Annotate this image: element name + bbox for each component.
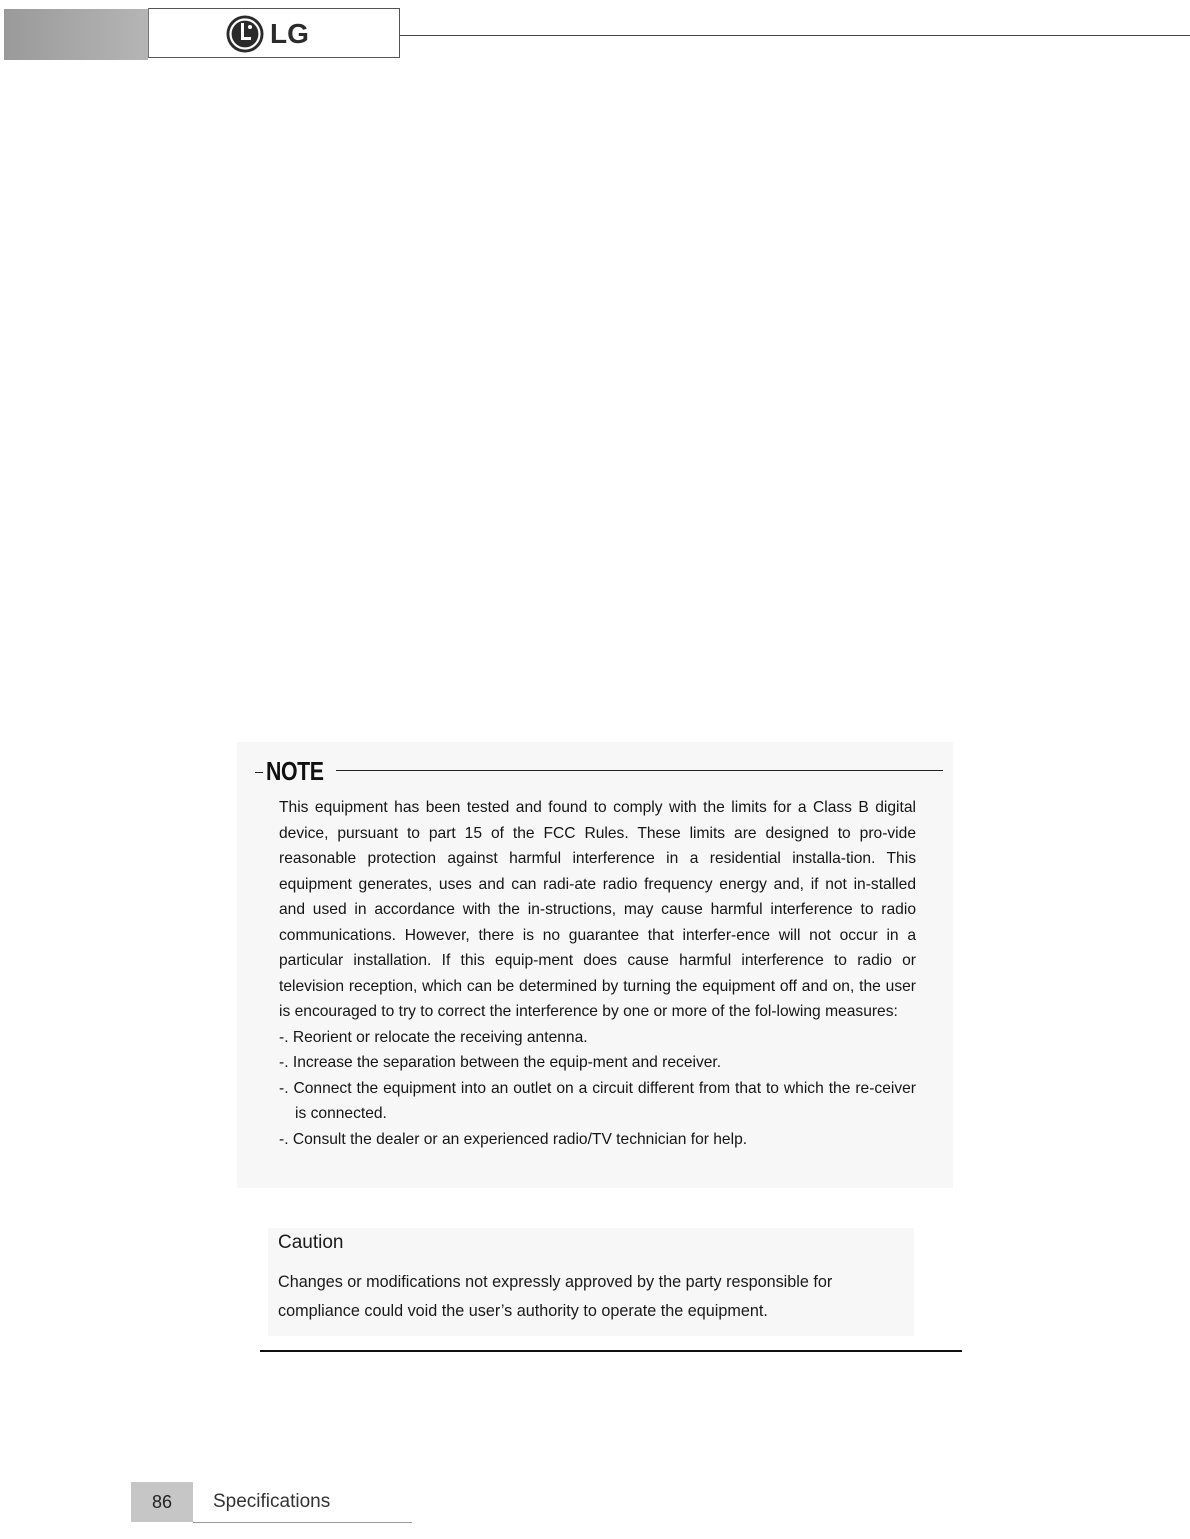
note-heading <box>255 756 336 787</box>
note-box <box>237 742 953 1188</box>
note-label: NOTE <box>266 756 324 786</box>
note-paragraph: This equipment has been tested and found to comply with the limits for a Class B digital device, pursuant to part 15 of the FCC Rules. These limits are designed to pro-vide reasonable protection against harmful interference in a residential installa-tion. This equipment generates, uses and can radi-ate radio frequency energy and, if not in-stalled and used in accordance with the in-structions, may cause harmful interference to radio communications. However, there is no guarantee that interfer-ence will not occur in a particular installation. If this equip-ment does cause harmful interference to radio or television reception, which can be determined by turning the equipment off and on, the user is encouraged to try to correct the interference by one or more of the fol-lowing measures: <box>279 799 916 1020</box>
brand-name: LG <box>270 18 309 49</box>
list-item: -. Reorient or relocate the receiving antenna. <box>279 1028 588 1046</box>
section-name: Specifications <box>213 1491 331 1512</box>
footer-rule <box>193 1522 412 1523</box>
lg-face-logo-icon <box>225 14 265 54</box>
note-body <box>279 795 916 1152</box>
note-rule <box>336 770 943 771</box>
list-item: -. Connect the equipment into an outlet on a circuit different from that to which the re-ceiver is connected. <box>279 1079 916 1122</box>
lg-logo <box>225 13 309 55</box>
header-rule <box>400 35 1190 36</box>
measures-list <box>279 1025 916 1153</box>
caution-box <box>268 1228 914 1336</box>
header-gray-tab <box>4 9 148 60</box>
caution-text: Changes or modifications not expressly approved by the party responsible for compliance could void the user’s authority to operate the equipment. <box>278 1273 833 1320</box>
page-number: 86 <box>131 1482 193 1522</box>
page-footer <box>131 1482 412 1524</box>
list-item: -. Consult the dealer or an experienced radio/TV technician for help. <box>279 1130 748 1148</box>
header-logo-box <box>148 8 400 58</box>
caution-rule <box>260 1350 962 1352</box>
note-dash <box>255 772 263 773</box>
list-item: -. Increase the separation between the equip-ment and receiver. <box>279 1054 722 1071</box>
caution-title: Caution <box>278 1232 344 1253</box>
